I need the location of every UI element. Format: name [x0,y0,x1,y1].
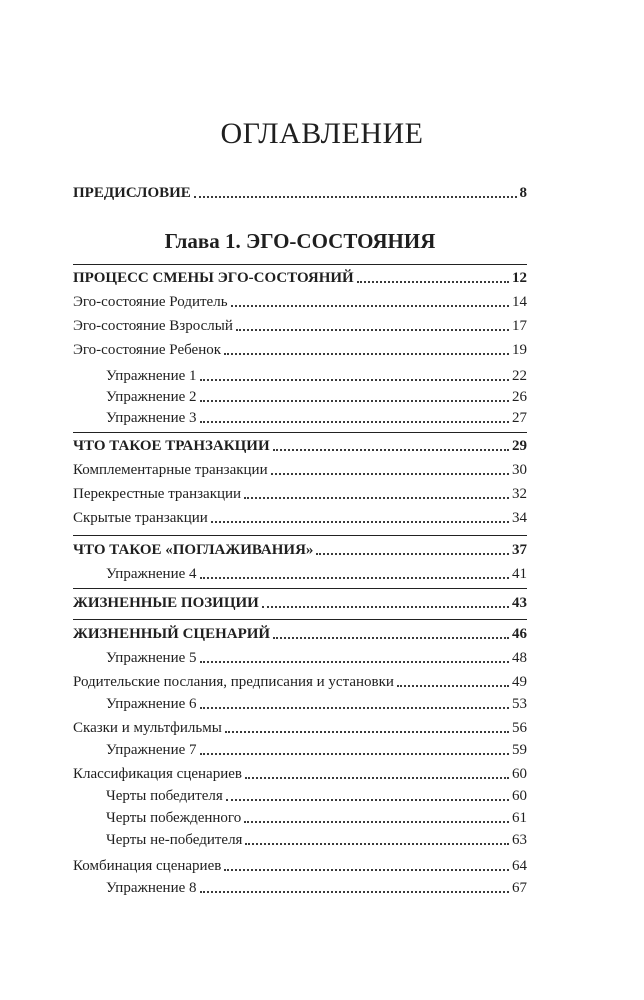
dot-leader [200,891,510,893]
toc-page-number: 67 [512,880,527,896]
toc-entry-label: Упражнение 7 [106,742,197,758]
toc-page-number: 17 [512,318,527,334]
toc-entry-label: Упражнение 2 [106,389,197,405]
toc-section-ego-states-change[interactable] [0,268,527,288]
toc-entry-label: ПРОЦЕСС СМЕНЫ ЭГО-СОСТОЯНИЙ [73,270,354,286]
toc-entry-label: ЧТО ТАКОЕ «ПОГЛАЖИВАНИЯ» [73,542,314,558]
toc-entry-label: Классификация сценариев [73,766,242,782]
toc-entry-label: Эго-состояние Взрослый [73,318,233,334]
toc-entry-preface[interactable] [0,183,527,203]
toc-page-number: 46 [512,626,527,642]
toc-entry-label: Эго-состояние Ребенок [73,342,222,358]
dot-leader [211,521,509,523]
section-divider [73,535,527,536]
toc-page-number: 12 [512,270,527,286]
toc-entry-winner-traits[interactable] [0,786,527,806]
toc-entry-label: Упражнение 6 [106,696,197,712]
toc-entry-nonwinner-traits[interactable] [0,830,527,850]
dot-leader [200,753,510,755]
dot-leader [236,329,509,331]
toc-page-number: 34 [512,510,527,526]
toc-section-strokes[interactable] [0,540,527,560]
toc-entry-label: Черты победителя [106,788,223,804]
dot-leader [316,553,509,555]
dot-leader [226,799,509,801]
toc-page-number: 48 [512,650,527,666]
toc-entry-label: Упражнение 4 [106,566,197,582]
toc-entry-label: Упражнение 3 [106,410,197,426]
toc-page-number: 60 [512,766,527,782]
dot-leader [397,685,509,687]
toc-page-number: 59 [512,742,527,758]
toc-entry-label: ПРЕДИСЛОВИЕ [73,185,191,201]
toc-page-number: 63 [512,832,527,848]
dot-leader [200,661,510,663]
toc-entry-label: Упражнение 8 [106,880,197,896]
toc-page-number: 30 [512,462,527,478]
toc-entry-script-classification[interactable] [0,764,527,784]
page-title: ОГЛАВЛЕНИЕ [220,117,424,150]
toc-entry-exercise-1[interactable] [0,366,527,386]
toc-page-number: 22 [512,368,527,384]
dot-leader [357,281,509,283]
dot-leader [244,497,509,499]
toc-entry-label: Черты не-победителя [106,832,243,848]
toc-entry-loser-traits[interactable] [0,808,527,828]
section-divider [73,432,527,433]
toc-entry-label: Скрытые транзакции [73,510,208,526]
dot-leader [194,196,517,198]
toc-page-number: 49 [512,674,527,690]
toc-entry-exercise-4[interactable] [0,564,527,584]
toc-page-number: 37 [512,542,527,558]
section-divider [73,619,527,620]
toc-page-number: 61 [512,810,527,826]
toc-entry-label: Комплементарные транзакции [73,462,268,478]
dot-leader [200,400,510,402]
section-divider [73,264,527,265]
toc-entry-label: Эго-состояние Родитель [73,294,228,310]
toc-entry-label: Перекрестные транзакции [73,486,242,502]
toc-entry-parental-messages[interactable] [0,672,527,692]
dot-leader [273,449,509,451]
dot-leader [200,577,510,579]
toc-entry-label: Комбинация сценариев [73,858,222,874]
dot-leader [200,421,510,423]
toc-page-number: 32 [512,486,527,502]
dot-leader [224,353,509,355]
toc-entry-parent-state[interactable] [0,292,527,312]
toc-entry-crossed[interactable] [0,484,527,504]
toc-page-number: 64 [512,858,527,874]
toc-page-number: 53 [512,696,527,712]
toc-page-number: 14 [512,294,527,310]
chapter-title: Глава 1. ЭГО-СОСТОЯНИЯ [164,229,436,253]
toc-entry-exercise-2[interactable] [0,387,527,407]
toc-page-number: 19 [512,342,527,358]
toc-entry-exercise-7[interactable] [0,740,527,760]
toc-entry-label: ЖИЗНЕННЫЙ СЦЕНАРИЙ [73,626,271,642]
dot-leader [200,707,510,709]
dot-leader [271,473,509,475]
toc-entry-complementary[interactable] [0,460,527,480]
dot-leader [224,869,509,871]
toc-section-life-positions[interactable] [0,593,527,613]
toc-page-number: 43 [512,595,527,611]
toc-page-number: 8 [519,185,527,201]
toc-page-number: 27 [512,410,527,426]
dot-leader [245,843,509,845]
toc-entry-label: Черты побежденного [106,810,242,826]
dot-leader [200,379,510,381]
toc-entry-exercise-6[interactable] [0,694,527,714]
toc-entry-label: ЧТО ТАКОЕ ТРАНЗАКЦИИ [73,438,270,454]
toc-entry-label: Родительские послания, предписания и установки [73,674,394,690]
toc-page-number: 41 [512,566,527,582]
dot-leader [273,637,509,639]
toc-entry-exercise-3[interactable] [0,408,527,428]
dot-leader [245,777,509,779]
dot-leader [244,821,509,823]
toc-entry-hidden[interactable] [0,508,527,528]
toc-page-number: 60 [512,788,527,804]
toc-entry-label: Упражнение 1 [106,368,197,384]
toc-entry-label: Упражнение 5 [106,650,197,666]
toc-section-life-script[interactable] [0,624,527,644]
toc-entry-adult-state[interactable] [0,316,527,336]
toc-entry-label: ЖИЗНЕННЫЕ ПОЗИЦИИ [73,595,259,611]
dot-leader [231,305,509,307]
toc-page-number: 56 [512,720,527,736]
toc-entry-label: Сказки и мультфильмы [73,720,222,736]
section-divider [73,588,527,589]
toc-page-number: 29 [512,438,527,454]
toc-entry-script-combination[interactable] [0,856,527,876]
dot-leader [225,731,509,733]
toc-entry-fairy-tales[interactable] [0,718,527,738]
toc-entry-exercise-8[interactable] [0,878,527,898]
dot-leader [262,606,509,608]
toc-entry-child-state[interactable] [0,340,527,360]
toc-page-number: 26 [512,389,527,405]
toc-section-transactions[interactable] [0,436,527,456]
toc-entry-exercise-5[interactable] [0,648,527,668]
